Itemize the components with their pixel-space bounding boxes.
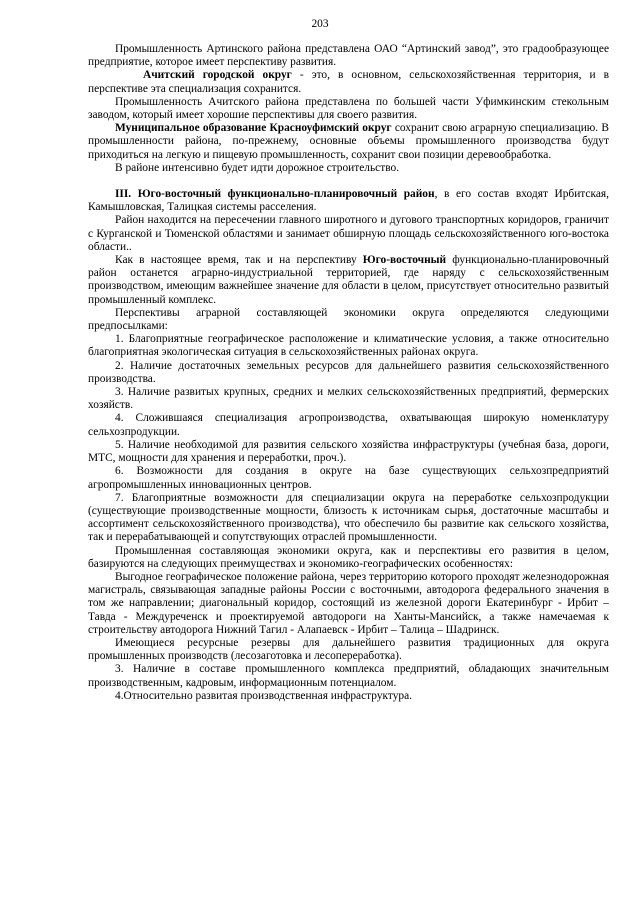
text-run: , в его состав входят Ирбитская, Камышловская, Талицкая системы расселения. (88, 188, 609, 214)
text-run: Имеющиеся ресурсные резервы для дальнейшего развития традиционных для округа промышленных производств (лесозаготовка и лесопереработка). (88, 636, 609, 663)
text-run: функционально-планировочный район останется аграрно-индустриальной территорией, где наряду с сельскохозяйственным производством, имеющим важнейшее значение для области в целом, присутствует относительно развитый промышленный комплекс. (88, 254, 609, 306)
paragraph (88, 386, 609, 412)
paragraph (88, 637, 609, 663)
text-run: В районе интенсивно будет идти дорожное строительство. (115, 161, 400, 174)
paragraph (88, 333, 609, 359)
paragraph (88, 439, 609, 465)
text-run: Район находится на пересечении главного широтного и дугового транспортных коридоров, граничит с Курганской и Тюменской областями и занимает обширную площадь сельскохозяйственного юго-востока области.. (88, 214, 609, 253)
paragraph (88, 69, 609, 95)
paragraph (88, 214, 609, 254)
text-run: 4.Относительно развитая производственная инфраструктура. (115, 689, 413, 702)
text-run: 7. Благоприятные возможности для специализации округа на переработке сельхозпродукции (существующие производственные мощности, близость к источникам сырья, достаточные масштабы и ассортимент сельскохозяйственного производства), что обеспечило бы развитие как сельского хозяйства, так и перерабатывающей и сопутствующих отраслей промышленности. (88, 491, 609, 544)
paragraph (88, 188, 609, 214)
paragraph (88, 492, 609, 545)
bold-text: Ачитский городской округ (143, 69, 292, 82)
paragraph (88, 545, 609, 571)
paragraph (88, 571, 609, 637)
paragraph (88, 162, 609, 175)
paragraph (88, 465, 609, 491)
text-run: Выгодное географическое положение района, через территорию которого проходят железнодорожная магистраль, связывающая западные районы России с восточными, автодорога федерального значения в том же направлении; диагональный коридор, состоящий из железной дороги Екатеринбург - Ирбит – Тавда - Междуреченск и проектируемой автодороги на Ханты-Мансийск, а также намечаемая к строительству автодорога Нижний Тагил - Алапаевск - Ирбит – Талица – Шадринск. (88, 570, 609, 636)
bold-text: Муниципальное образование Красноуфимский округ (115, 122, 392, 135)
paragraph-gap (88, 175, 609, 188)
paragraph (88, 122, 609, 162)
paragraph (88, 663, 609, 689)
document-body (88, 43, 609, 703)
text-run: Перспективы аграрной составляющей экономики округа определяются следующими предпосылками: (88, 306, 609, 333)
paragraph (88, 254, 609, 307)
paragraph (88, 690, 609, 703)
text-run: 2. Наличие достаточных земельных ресурсов для дальнейшего развития сельскохозяйственного производства. (88, 359, 609, 385)
paragraph (88, 96, 609, 122)
text-run: 4. Сложившаяся специализация агропроизводства, охватывающая широкую номенклатуру сельхозпродукции. (88, 412, 609, 438)
text-run: Промышленность Ачитского района представлена по большей части Уфимкинским стекольным заводом, который имеет хорошие перспективы для своего развития. (88, 95, 609, 122)
text-run: 1. Благоприятные географическое расположение и климатические условия, а также относительно благоприятная экологическая ситуация в сельскохозяйственных районах округа. (88, 333, 609, 359)
text-run: Как в настоящее время, так и на перспективу (115, 254, 363, 267)
paragraph (88, 412, 609, 438)
text-run: Промышленная составляющая экономики округа, как и перспективы его развития в целом, базируются на следующих преимуществах и экономико-географических особенностях: (88, 544, 609, 570)
paragraph (88, 307, 609, 333)
bold-text: Юго-восточный (362, 254, 447, 267)
text-run: 6. Возможности для создания в округе на базе существующих сельхозпредприятий агропромышленных инновационных центров. (88, 465, 609, 491)
text-run: - это, в основном, сельскохозяйственная территория, и в перспективе эта специализация сохранится. (88, 69, 609, 95)
page-number: 203 (311, 18, 329, 30)
paragraph (88, 360, 609, 386)
text-run: 3. Наличие развитых крупных, средних и мелких сельскохозяйственных предприятий, фермерских хозяйств. (88, 386, 609, 412)
bold-text: III. Юго-восточный функционально-планировочный район (115, 188, 435, 201)
text-run: 3. Наличие в составе промышленного комплекса предприятий, обладающих значительным производственным, кадровым, информационным потенциалом. (88, 663, 609, 689)
text-run: 5. Наличие необходимой для развития сельского хозяйства инфраструктуры (учебная база, дороги, МТС, мощности для хранения и переработки, проч.). (88, 438, 609, 465)
text-run: Промышленность Артинского района представлена ОАО “Артинский завод”, это градообразующее предприятие, которое имеет перспективу развития. (88, 43, 609, 69)
text-run: сохранит свою аграрную специализацию. В промышленности района, по-прежнему, основные объемы промышленного производства будут приходиться на легкую и пищевую промышленность, сохранит свои позиции деревообработка. (88, 122, 609, 161)
paragraph (88, 43, 609, 69)
